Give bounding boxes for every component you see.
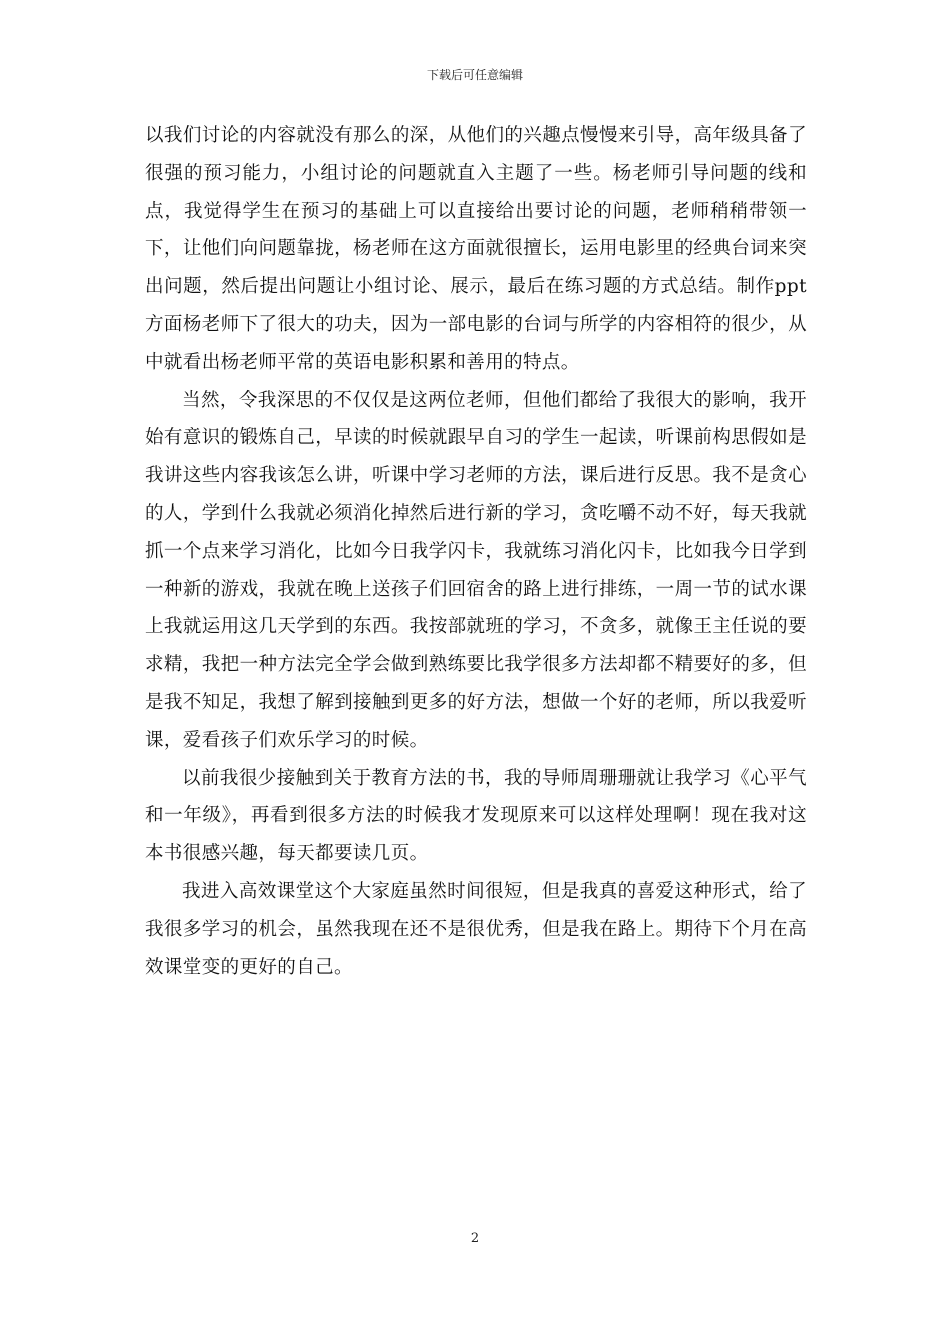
paragraph: 当然，令我深思的不仅仅是这两位老师，但他们都给了我很大的影响，我开始有意识的锻炼自己，早读的时候就跟早自习的学生一起读，听课前构思假如是我讲这些内容我该怎么讲，听课中学习老师的方法，课后进行反思。我不是贪心的人，学到什么我就必须消化掉然后进行新的学习，贪吃嚼不动不好，每天我就抓一个点来学习消化，比如今日我学闪卡，我就练习消化闪卡，比如我今日学到一种新的游戏，我就在晚上送孩子们回宿舍的路上进行排练，一周一节的试水课上我就运用这几天学到的东西。我按部就班的学习，不贪多，就像王主任说的要求精，我把一种方法完全学会做到熟练要比我学很多方法却都不精要好的多，但是我不知足，我想了解到接触到更多的好方法，想做一个好的老师，所以我爱听课，爱看孩子们欢乐学习的时候。 bbox=[145, 389, 807, 751]
document-body bbox=[145, 117, 807, 986]
paragraph-continued: 以我们讨论的内容就没有那么的深，从他们的兴趣点慢慢来引导，高年级具备了很强的预习能力，小组讨论的问题就直入主题了一些。杨老师引导问题的线和点，我觉得学生在预习的基础上可以直接给出要讨论的问题，老师稍稍带领一下，让他们向问题靠拢，杨老师在这方面就很擅长，运用电影里的经典台词来突出问题，然后提出问题让小组讨论、展示，最后在练习题的方式总结。制作ppt方面杨老师下了很大的功夫，因为一部电影的台词与所学的内容相符的很少，从中就看出杨老师平常的英语电影积累和善用的特点。 bbox=[145, 125, 807, 373]
page-header: 下载后可任意编辑 bbox=[426, 68, 523, 82]
paragraph: 以前我很少接触到关于教育方法的书，我的导师周珊珊就让我学习《心平气和一年级》，再看到很多方法的时候我才发现原来可以这样处理啊！现在我对这本书很感兴趣，每天都要读几页。 bbox=[145, 767, 807, 865]
page-number: 2 bbox=[470, 1231, 480, 1246]
paragraph: 我进入高效课堂这个大家庭虽然时间很短，但是我真的喜爱这种形式，给了我很多学习的机会，虽然我现在还不是很优秀，但是我在路上。期待下个月在高效课堂变的更好的自己。 bbox=[145, 880, 807, 978]
